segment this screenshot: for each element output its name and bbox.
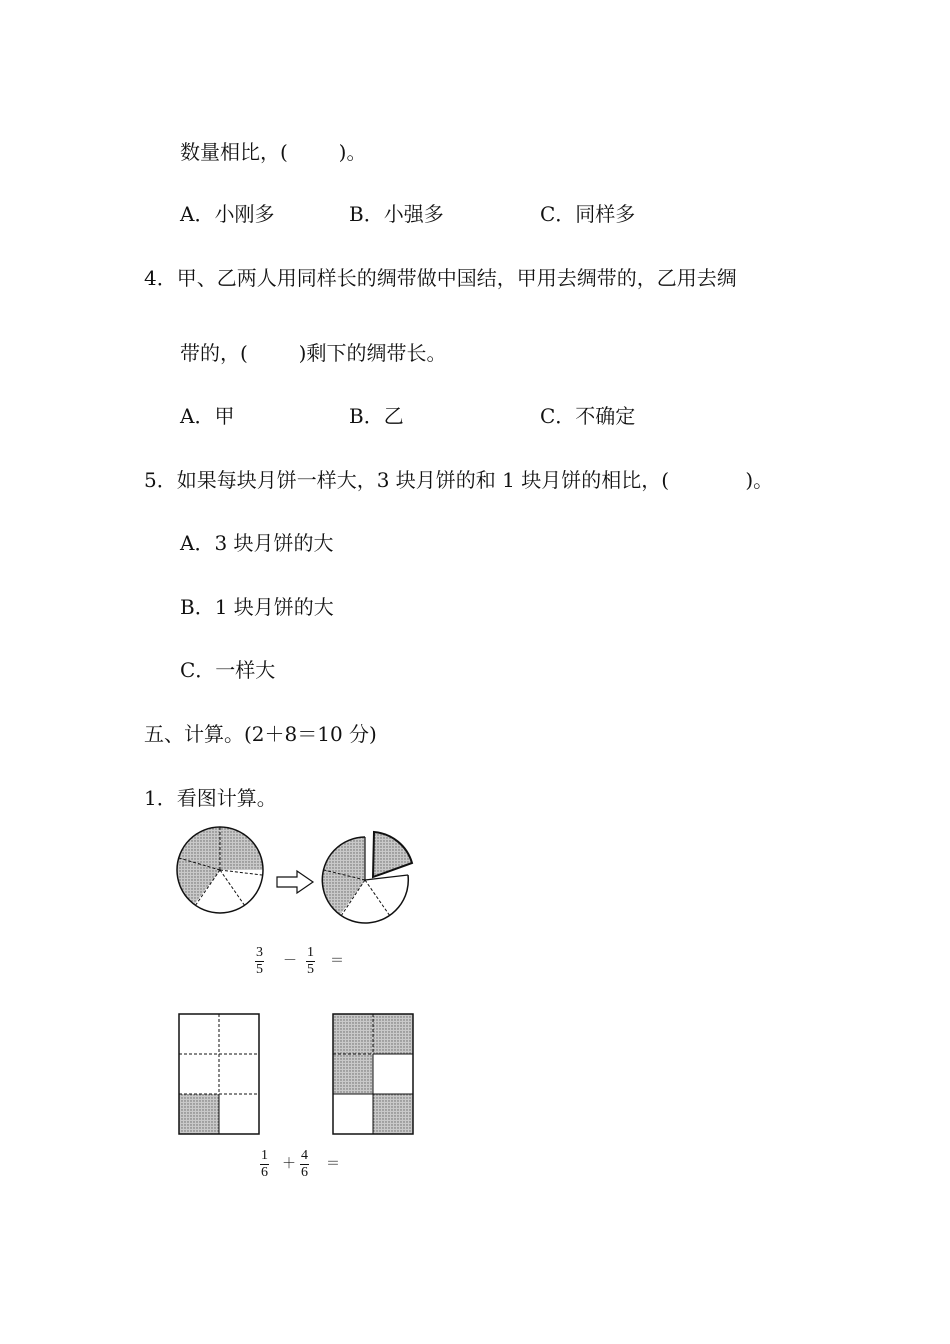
q5-option-b: B．1 块月饼的大 (180, 595, 334, 619)
item1-instruction: 1．看图计算。 (144, 786, 277, 810)
fig1-equals: ＝ (330, 954, 344, 969)
grid-figure (175, 1010, 425, 1140)
q3-option-c: C．同样多 (540, 202, 636, 226)
fig1-frac-a-num: 3 (256, 945, 263, 960)
fig1-operator: － (283, 954, 297, 969)
pie-left (177, 827, 263, 913)
grid-right (333, 1014, 413, 1134)
fig1-frac-a-den: 5 (256, 962, 263, 977)
fig1-frac-b-den: 5 (307, 962, 314, 977)
fig2-fraction-a (260, 1148, 269, 1181)
q4-option-c: C．不确定 (540, 404, 636, 428)
q3-continuation: 数量相比，( )。 (180, 140, 367, 164)
q3-option-a: A．小刚多 (180, 202, 275, 226)
q5-option-c: C．一样大 (180, 658, 276, 682)
q4-option-b: B．乙 (349, 404, 404, 428)
fig2-operator: ＋ (282, 1157, 296, 1172)
arrow-icon (277, 871, 313, 893)
q4-stem-line2: 带的，( )剩下的绸带长。 (180, 341, 447, 365)
q4-option-a: A．甲 (180, 404, 235, 428)
pie-right (322, 832, 412, 923)
fig1-fraction-a (255, 945, 264, 978)
fig1-frac-b-num: 1 (307, 945, 314, 960)
fig2-frac-b-num: 4 (301, 1148, 308, 1163)
fig2-fraction-b (300, 1148, 309, 1181)
fig2-frac-a-den: 6 (261, 1165, 268, 1180)
section-heading: 五、计算。(2＋8＝10 分) (144, 722, 377, 746)
q3-option-b: B．小强多 (349, 202, 444, 226)
fig1-fraction-b (306, 945, 315, 978)
q5-option-a: A．3 块月饼的大 (180, 531, 334, 555)
pie-figure (170, 825, 430, 935)
fig2-equals: ＝ (326, 1157, 340, 1172)
grid-left-shaded-cell (179, 1094, 219, 1134)
fig2-frac-a-num: 1 (261, 1148, 268, 1163)
grid-left (179, 1014, 259, 1134)
q4-stem-line1: 4．甲、乙两人用同样长的绸带做中国结，甲用去绸带的，乙用去绸 (144, 266, 737, 290)
q5-stem: 5．如果每块月饼一样大，3 块月饼的和 1 块月饼的相比，( )。 (144, 468, 774, 492)
fig2-frac-b-den: 6 (301, 1165, 308, 1180)
